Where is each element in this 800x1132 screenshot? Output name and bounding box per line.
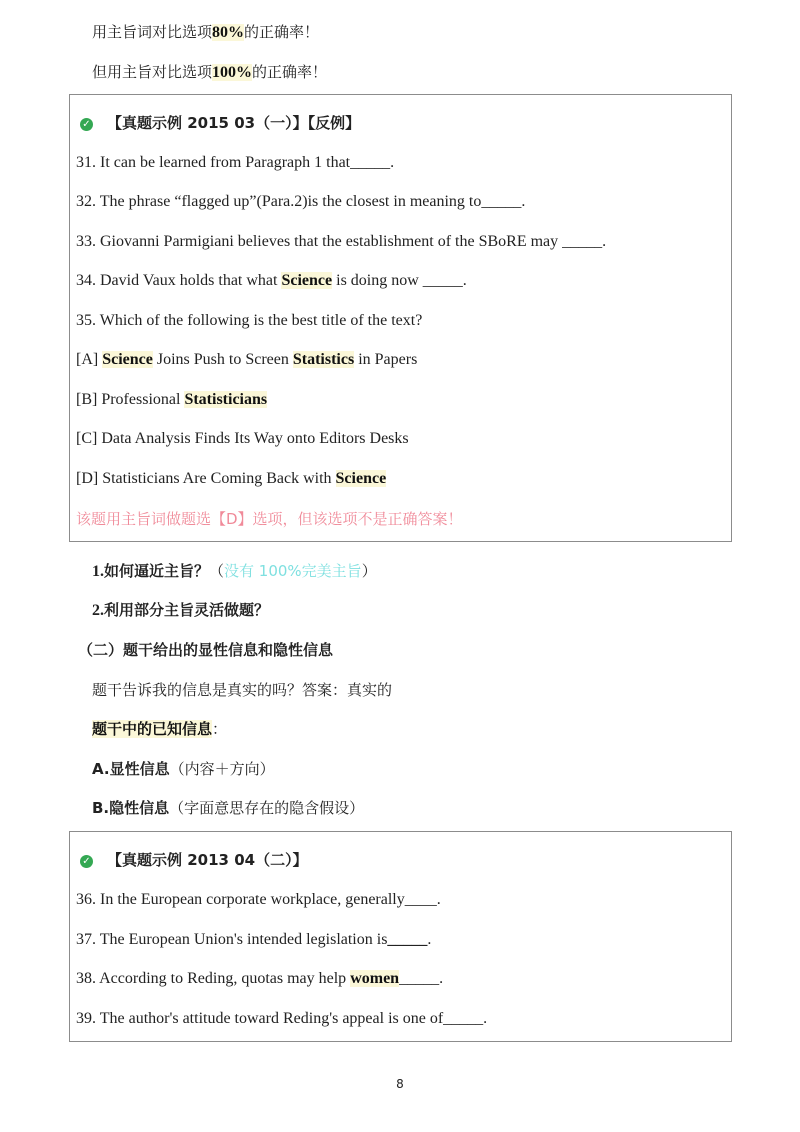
- section-heading: （二）题干给出的显性信息和隐性信息: [78, 641, 334, 659]
- item-a: [92, 758, 275, 780]
- text: [B] Professional: [76, 391, 185, 408]
- question-33: 33. Giovanni Parmigiani believes that the establishment of the SBoRE may _____.: [76, 233, 607, 250]
- text: [D] Statisticians Are Coming Back with: [76, 470, 336, 487]
- text: .: [427, 931, 432, 948]
- option-c: [C] Data Analysis Finds Its Way onto Editors Desks: [76, 430, 409, 447]
- item-desc: （内容＋方向）: [169, 760, 275, 778]
- box1-header: [80, 112, 360, 134]
- keyword-highlight: Science: [102, 351, 153, 368]
- intro-text: 用主旨词对比选项: [92, 23, 213, 41]
- highlight-percent: 80%: [212, 24, 245, 41]
- page-number: 8: [396, 1077, 404, 1091]
- keyword-highlight: Science: [335, 470, 387, 487]
- question-36: 36. In the European corporate workplace, generally____.: [76, 891, 441, 908]
- text: in Papers: [354, 351, 418, 368]
- intro-text: 但用主旨对比选项: [92, 63, 213, 81]
- keyword-highlight: Statistics: [292, 351, 355, 368]
- check-circle-icon: ✓: [80, 855, 93, 868]
- item-b: [92, 797, 364, 819]
- item-note: 没有 100%完美主旨: [224, 562, 362, 580]
- option-b: [76, 389, 267, 411]
- item-2: [92, 599, 269, 622]
- item-desc: （字面意思存在的隐含假设）: [169, 799, 365, 817]
- question-37: [76, 929, 431, 951]
- question-32: 32. The phrase “flagged up”(Para.2)is the closest in meaning to_____.: [76, 193, 526, 210]
- text: 34. David Vaux holds that what: [76, 272, 282, 289]
- option-a: [76, 349, 417, 371]
- answer-blank: _____: [387, 931, 428, 948]
- intro-text: 的正确率！: [252, 63, 328, 81]
- question-39: 39. The author's attitude toward Reding's appeal is one of_____.: [76, 1010, 488, 1027]
- paren: （: [209, 562, 225, 580]
- text: _____.: [399, 970, 444, 987]
- paren: ）: [361, 562, 377, 580]
- item-number: 1.: [92, 563, 104, 580]
- option-d: [76, 468, 386, 490]
- keyword-highlight: Science: [281, 272, 333, 289]
- text: [A]: [76, 351, 103, 368]
- known-info-highlight: 题干中的已知信息: [92, 720, 213, 738]
- section-question: 题干告诉我的信息是真实的吗？答案：真实的: [92, 681, 393, 699]
- question-38: [76, 968, 443, 990]
- text: 37. The European Union's intended legislation is: [76, 931, 388, 948]
- item-1: [92, 560, 377, 583]
- text: Joins Push to Screen: [152, 351, 293, 368]
- text: is doing now _____.: [332, 272, 467, 289]
- question-31: 31. It can be learned from Paragraph 1 that_____.: [76, 154, 395, 171]
- item-text: 如何逼近主旨？: [104, 562, 210, 580]
- check-circle-icon: ✓: [80, 118, 93, 131]
- item-text: 利用部分主旨灵活做题？: [104, 601, 270, 619]
- box2-header: [80, 849, 308, 871]
- box2-header-text: 【真题示例 2013 04（二）】: [107, 851, 308, 869]
- keyword-highlight: Statisticians: [184, 391, 268, 408]
- item-number: 2.: [92, 602, 104, 619]
- item-label: A.显性信息: [92, 760, 170, 778]
- box1-header-text: 【真题示例 2015 03（一）】【反例】: [107, 114, 361, 132]
- item-label: B.隐性信息: [92, 799, 170, 817]
- highlight-percent: 100%: [212, 64, 253, 81]
- known-info-line: [92, 718, 227, 740]
- keyword-highlight: women: [350, 970, 400, 987]
- intro-line-2: [92, 61, 327, 84]
- text: 38. According to Reding, quotas may help: [76, 970, 351, 987]
- intro-line-1: [92, 21, 319, 44]
- colon: ：: [212, 720, 228, 738]
- intro-text: 的正确率！: [244, 23, 320, 41]
- question-34: [76, 270, 467, 292]
- question-35: 35. Which of the following is the best title of the text?: [76, 312, 423, 329]
- box1-note: 该题用主旨词做题选【D】选项，但该选项不是正确答案！: [76, 510, 463, 528]
